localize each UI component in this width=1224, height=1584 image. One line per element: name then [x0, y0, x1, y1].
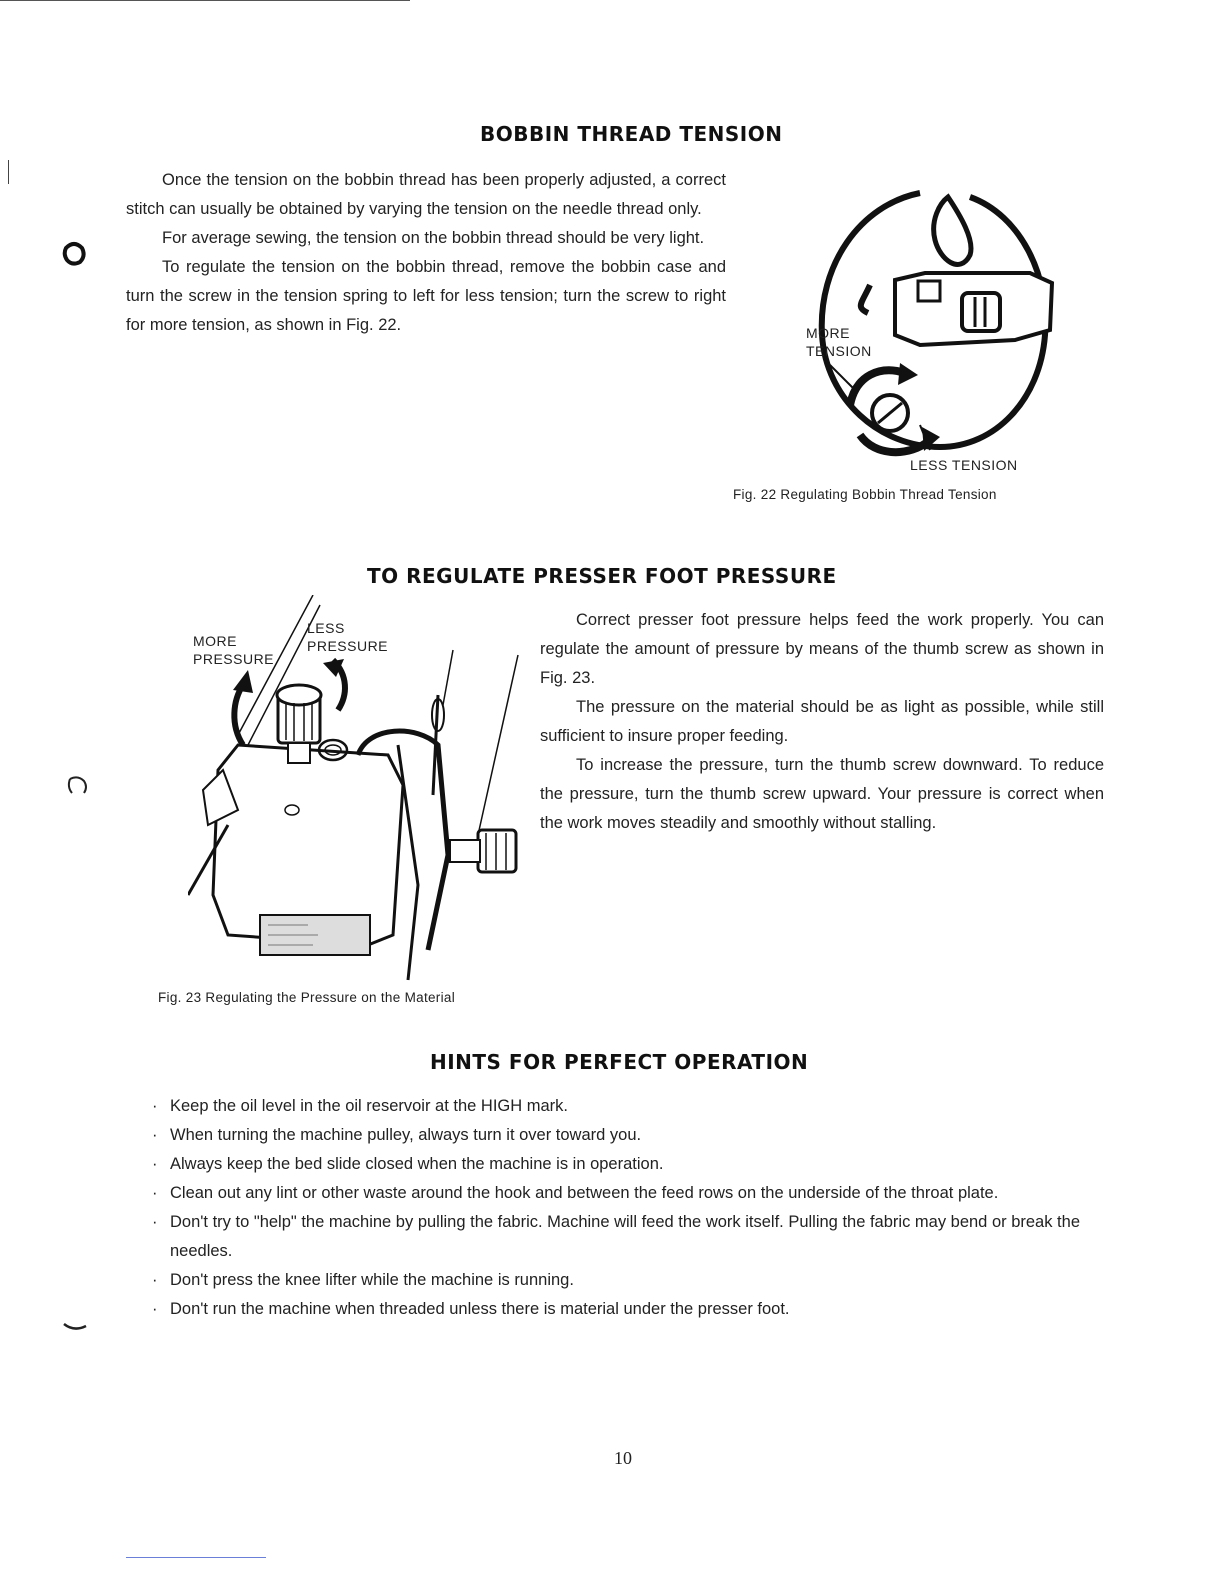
hint-bullet: ·	[152, 1184, 158, 1202]
hints-list-item	[152, 1150, 1132, 1179]
fig22-caption: Fig. 22 Regulating Bobbin Thread Tension	[733, 487, 997, 502]
fig22-bobbin-case-illustration	[800, 185, 1070, 460]
hints-list-item	[152, 1208, 1132, 1266]
fig22-more-label-line2: TENSION	[806, 343, 872, 359]
fig23-more-label-line2: PRESSURE	[193, 651, 275, 667]
punch-hole-bottom	[60, 1320, 90, 1334]
bobbin-paragraph-2: For average sewing, the tension on the bobbin thread should be very light.	[162, 229, 705, 247]
presser-paragraph-1: Correct presser foot pressure helps feed the work properly. You can regulate the amount of pressure by means of the thumb screw as shown in Fig. 23.	[540, 611, 1104, 687]
hint-text: Don't try to "help" the machine by pulling the fabric. Machine will feed the work itself. Pulling the fabric may bend or break the needles.	[170, 1213, 1080, 1260]
hint-bullet: ·	[152, 1155, 158, 1173]
presser-heading: TO REGULATE PRESSER FOOT PRESSURE	[367, 564, 837, 588]
hint-text: Clean out any lint or other waste around the hook and between the feed rows on the underside of the throat plate.	[170, 1184, 999, 1202]
fig23-more-pressure-label	[193, 632, 274, 668]
hints-list-item	[152, 1266, 1132, 1295]
hints-list	[152, 1092, 1132, 1324]
hints-list-item	[152, 1121, 1132, 1150]
fig23-less-pressure-label	[307, 619, 388, 655]
fig22-more-label-line1: MORE	[806, 325, 850, 341]
presser-paragraph-3: To increase the pressure, turn the thumb screw downward. To reduce the pressure, turn the thumb screw upward. Your pressure is correct when the work moves steadily and smoothly without stalling.	[540, 756, 1104, 832]
hint-text: Keep the oil level in the oil reservoir at the HIGH mark.	[170, 1097, 569, 1115]
fig23-more-label-line1: MORE	[193, 633, 237, 649]
fig23-less-label-line1: LESS	[307, 620, 345, 636]
fig23-caption: Fig. 23 Regulating the Pressure on the Material	[158, 990, 456, 1005]
presser-paragraph-2: The pressure on the material should be as light as possible, while still sufficient to insure proper feeding.	[540, 698, 1104, 745]
margin-tick	[8, 160, 9, 184]
hint-bullet: ·	[152, 1300, 158, 1318]
bobbin-body	[126, 166, 726, 340]
bobbin-heading: BOBBIN THREAD TENSION	[480, 122, 783, 146]
hint-text: When turning the machine pulley, always turn it over toward you.	[170, 1126, 642, 1144]
hints-list-item	[152, 1092, 1132, 1121]
scan-bottom-line	[126, 1557, 266, 1558]
scan-top-line	[0, 0, 410, 1]
punch-hole-middle	[64, 773, 92, 799]
hint-text: Don't run the machine when threaded unless there is material under the presser foot.	[170, 1300, 790, 1318]
hint-text: Always keep the bed slide closed when the machine is in operation.	[170, 1155, 664, 1173]
hint-bullet: ·	[152, 1271, 158, 1289]
bobbin-paragraph-3: To regulate the tension on the bobbin thread, remove the bobbin case and turn the screw in the tension spring to left for less tension; turn the screw to right for more tension, as shown in Fig. 22.	[126, 258, 726, 334]
hints-list-item	[152, 1179, 1132, 1208]
hint-bullet: ·	[152, 1126, 158, 1144]
hints-list-item	[152, 1295, 1132, 1324]
fig22-more-tension-label	[806, 324, 872, 360]
fig22-less-tension-label: LESS TENSION	[910, 457, 1018, 473]
punch-hole-top	[60, 240, 88, 268]
hint-bullet: ·	[152, 1213, 158, 1231]
hints-heading: HINTS FOR PERFECT OPERATION	[430, 1050, 809, 1074]
hint-bullet: ·	[152, 1097, 158, 1115]
fig23-less-label-line2: PRESSURE	[307, 638, 389, 654]
hint-text: Don't press the knee lifter while the machine is running.	[170, 1271, 574, 1289]
presser-body	[540, 606, 1104, 838]
page-number: 10	[614, 1448, 632, 1468]
bobbin-paragraph-1: Once the tension on the bobbin thread has been properly adjusted, a correct stitch can usually be obtained by varying the tension on the needle thread only.	[126, 171, 726, 218]
